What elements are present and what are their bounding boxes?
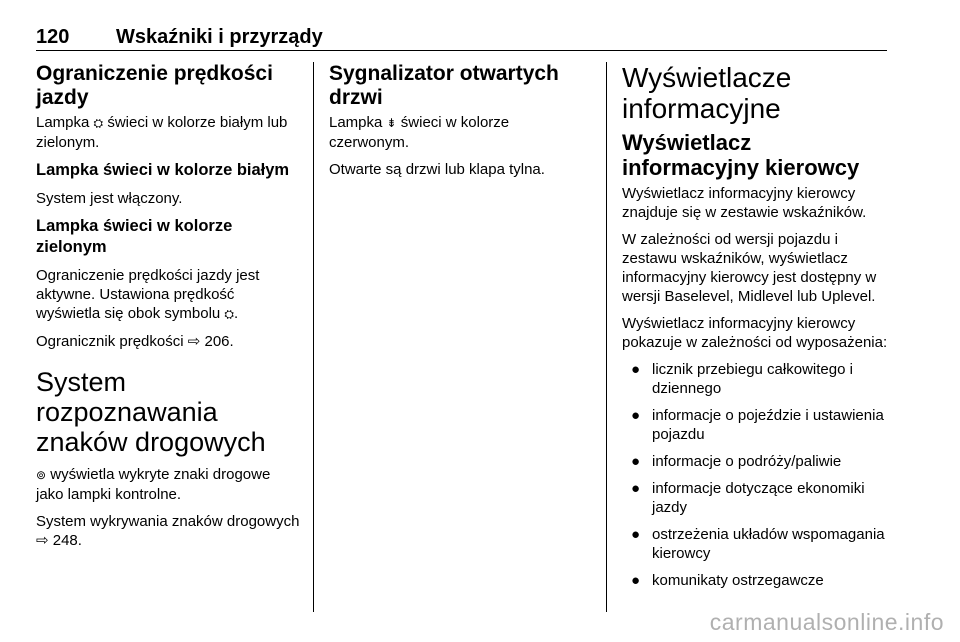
text-fragment: Lampka <box>329 114 387 131</box>
speed-limiter-paragraph <box>36 113 301 152</box>
column-2 <box>329 62 591 187</box>
text-fragment: Ogranicznik prędkości <box>36 333 188 350</box>
list-item-text: informacje o podróży/paliwie <box>652 453 842 470</box>
bullet-icon: ● <box>631 407 641 424</box>
door-open-paragraph <box>329 113 591 152</box>
text-fragment: . <box>234 305 239 322</box>
display-features-list <box>622 360 894 590</box>
bullet-icon: ● <box>631 572 641 589</box>
door-open-icon: ⇟ <box>386 116 397 130</box>
reference-arrow-icon: ⇨ <box>187 333 201 350</box>
list-item <box>622 479 894 517</box>
speed-limiter-reference <box>36 332 301 351</box>
info-displays-heading: Wyświetlacze informacyjne <box>622 62 792 124</box>
sign-recognition-heading: System rozpoznawania znaków drogowych <box>36 367 266 457</box>
list-item <box>622 360 894 398</box>
speed-limiter-icon: ⛭ <box>93 116 104 130</box>
green-lamp-heading: Lampka świeci w kolorze zielonym <box>36 217 233 256</box>
bullet-icon: ● <box>631 453 641 470</box>
list-item <box>622 452 894 471</box>
bullet-icon: ● <box>631 526 641 543</box>
list-item <box>622 406 894 444</box>
door-open-heading: Sygnalizator otwartych drzwi <box>329 62 559 109</box>
driver-info-display-heading: Wyświetlacz informacyjny kierowcy <box>622 130 860 180</box>
text-fragment: świeci w kolorze białym lub zielonym. <box>36 114 288 151</box>
door-open-paragraph-2: Otwarte są drzwi lub klapa tylna. <box>329 161 545 178</box>
driver-display-paragraph-2: W zależności od wersji pojazdu i zestawu wskaźników, wyświetlacz informacyjny kierowcy jest dostępny w wersji Baselevel, Midlevel lub Uplevel. <box>622 231 877 305</box>
column-1 <box>36 62 301 558</box>
sign-recognition-reference <box>36 512 301 550</box>
list-item-text: ostrzeżenia układów wspomagania kierowcy <box>652 526 885 562</box>
bullet-icon: ● <box>631 361 641 378</box>
list-item-text: komunikaty ostrzegawcze <box>652 572 824 589</box>
column-divider-1 <box>313 62 314 612</box>
text-fragment: System wykrywania znaków drogowych <box>36 513 300 530</box>
driver-display-paragraph-1: Wyświetlacz informacyjny kierowcy znajduje się w zestawie wskaźników. <box>622 185 867 221</box>
page-header <box>36 26 886 48</box>
sign-recognition-icon: ⊚ <box>36 468 47 482</box>
list-item <box>622 525 894 563</box>
text-fragment: Ograniczenie prędkości jazdy jest aktywne. Ustawiona prędkość wyświetla się obok symbolu <box>36 267 260 322</box>
sign-recognition-paragraph <box>36 465 301 504</box>
header-rule <box>36 50 887 51</box>
text-fragment: wyświetla wykryte znaki drogowe jako lampki kontrolne. <box>36 466 271 503</box>
watermark: carmanualsonline.info <box>709 609 944 635</box>
speed-limiter-icon: ⛭ <box>224 307 235 321</box>
column-3 <box>622 62 894 598</box>
green-lamp-paragraph <box>36 266 301 324</box>
text-fragment: świeci w kolorze czerwonym. <box>329 114 510 151</box>
page-title: Wskaźniki i przyrządy <box>116 26 323 48</box>
reference-arrow-icon: ⇨ <box>36 532 49 549</box>
bullet-icon: ● <box>631 480 641 497</box>
page-number: 120 <box>36 26 70 48</box>
speed-limiter-heading: Ograniczenie prędkości jazdy <box>36 62 273 109</box>
list-item-text: licznik przebiegu całkowitego i dziennego <box>652 361 853 397</box>
list-item-text: informacje dotyczące ekonomiki jazdy <box>652 480 865 516</box>
driver-display-paragraph-3: Wyświetlacz informacyjny kierowcy pokazuje w zależności od wyposażenia: <box>622 315 888 351</box>
text-fragment: Lampka <box>36 114 94 131</box>
list-item-text: informacje o pojeździe i ustawienia pojazdu <box>652 407 884 443</box>
white-lamp-heading: Lampka świeci w kolorze białym <box>36 161 290 179</box>
white-lamp-paragraph: System jest włączony. <box>36 190 183 207</box>
list-item <box>622 571 894 590</box>
text-fragment: 206. <box>200 333 234 350</box>
text-fragment: 248. <box>48 532 82 549</box>
column-divider-2 <box>606 62 607 612</box>
